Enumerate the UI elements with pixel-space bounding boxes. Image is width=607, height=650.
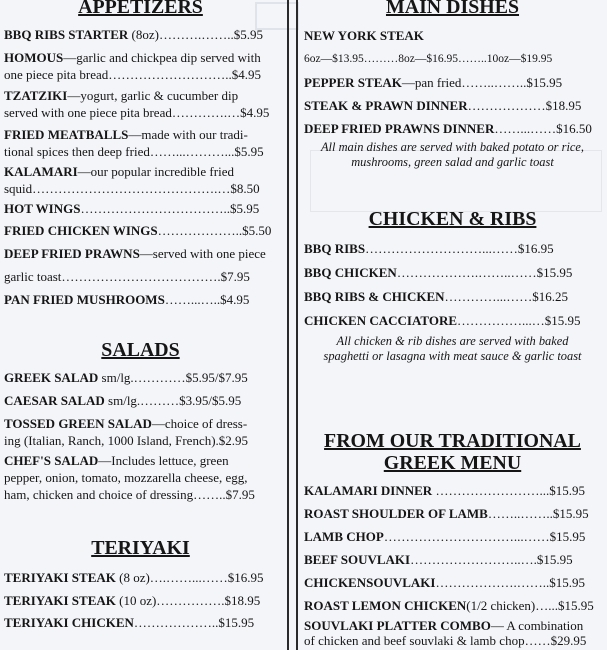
- item-detail-line3: ham, chicken and choice of dressing……..$7.95: [4, 487, 255, 502]
- menu-item-bbq-ribs-chicken: [304, 288, 568, 305]
- item-name: DEEP FRIED PRAWNS DINNER: [304, 121, 495, 136]
- teriyaki-heading: TERIYAKI: [91, 537, 190, 559]
- menu-item-deep-fried-prawns: [4, 245, 266, 262]
- item-name: GREEK SALAD: [4, 370, 99, 385]
- greek-heading-line2: GREEK MENU: [383, 452, 522, 474]
- item-name: DEEP FRIED PRAWNS: [4, 246, 140, 261]
- menu-item-bbq-ribs: [304, 240, 554, 257]
- item-name: TERIYAKI CHICKEN: [4, 615, 134, 630]
- note-line2: spaghetti or lasagna with meat sauce & garlic toast: [323, 349, 582, 363]
- menu-item-homous: [4, 49, 261, 83]
- item-detail: ………………$18.95: [467, 98, 582, 113]
- item-detail: —Includes lettuce, green: [98, 453, 229, 468]
- item-name: ROAST SHOULDER OF LAMB: [304, 506, 488, 521]
- item-name: PAN FRIED MUSHROOMS: [4, 292, 165, 307]
- item-detail: —served with one piece: [139, 246, 266, 261]
- item-name: BBQ CHICKEN: [304, 265, 397, 280]
- item-name: BEEF SOUVLAKI: [304, 552, 411, 567]
- item-detail: ……………….……..……$15.95: [396, 265, 573, 280]
- item-detail: ……………….……..$15.95: [435, 575, 585, 590]
- item-detail-line2: served with one piece pita bread………….…$4.95: [4, 105, 270, 120]
- menu-item-greek-salad: [4, 369, 248, 386]
- item-detail: ……………………..….$15.95: [410, 552, 573, 567]
- item-detail-line2: tional spices then deep fried……...………...$5.95: [4, 144, 264, 159]
- item-detail: —pan fried……..……..$15.95: [401, 75, 563, 90]
- menu-item-bbq-chicken: [304, 264, 572, 281]
- item-detail: (1/2 chicken)…...$15.95: [466, 598, 594, 613]
- menu-item-new-york-steak: [304, 27, 424, 44]
- column-divider-left: [287, 0, 289, 650]
- item-name: FRIED MEATBALLS: [4, 127, 129, 142]
- item-detail: ……...…..$4.95: [164, 292, 250, 307]
- menu-item-pepper-steak: [304, 74, 562, 91]
- menu-item-hot-wings: [4, 200, 259, 217]
- item-detail-line2: one piece pita bread………………………..$4.95: [4, 67, 262, 82]
- item-name: KALAMARI: [4, 164, 78, 179]
- column-divider-right: [296, 0, 298, 650]
- item-detail: (8oz)……….……..$5.95: [128, 27, 263, 42]
- item-name: BBQ RIBS: [304, 241, 366, 256]
- item-detail: — A combination: [490, 618, 584, 633]
- menu-item-fried-chicken-wings: [4, 222, 271, 239]
- greek-heading-line1: FROM OUR TRADITIONAL: [324, 430, 581, 452]
- item-name: TZATZIKI: [4, 88, 68, 103]
- item-detail: —garlic and chickpea dip served with: [63, 50, 261, 65]
- menu-item-roast-shoulder-of-lamb: [304, 505, 589, 522]
- menu-item-fried-meatballs: [4, 126, 264, 160]
- main-dishes-heading: MAIN DISHES: [385, 0, 520, 18]
- item-detail: …………...……$16.25: [444, 289, 568, 304]
- menu-item-new-york-steak-sizes: [304, 51, 552, 68]
- item-name: NEW YORK STEAK: [304, 28, 424, 43]
- menu-item-roast-lemon-chicken: [304, 597, 594, 614]
- item-name: HOT WINGS: [4, 201, 81, 216]
- item-detail: ……………………………..$5.95: [80, 201, 260, 216]
- note-line2: mushrooms, green salad and garlic toast: [351, 155, 554, 169]
- item-detail: sm/lg.…………$5.95/$7.95: [98, 370, 248, 385]
- item-detail-line2: squid…………………………………….…$8.50: [4, 181, 260, 196]
- menu-item-chicken-cacciatore: [304, 312, 581, 329]
- item-name: CHEF'S SALAD: [4, 453, 99, 468]
- menu-item-souvlaki-platter-combo: [304, 618, 586, 648]
- menu-item-garlic-toast-line: [4, 268, 250, 285]
- greek-menu-heading: [300, 430, 605, 474]
- item-detail: ……..……..$15.95: [487, 506, 589, 521]
- item-name: TERIYAKI STEAK: [4, 570, 116, 585]
- item-detail: ……………...…$15.95: [457, 313, 581, 328]
- item-detail: ……………………...$15.95: [432, 483, 585, 498]
- main-dishes-note: [300, 140, 605, 170]
- menu-item-deep-fried-prawns-dinner: [304, 120, 592, 137]
- item-name: TERIYAKI STEAK: [4, 593, 116, 608]
- item-detail: ……...……$16.50: [494, 121, 592, 136]
- item-name: HOMOUS: [4, 50, 64, 65]
- item-detail: —yogurt, garlic & cucumber dip: [67, 88, 239, 103]
- item-detail: 6oz—$13.95………8oz—$16.95……..10oz—$19.95: [304, 53, 553, 65]
- item-name: CHICKEN CACCIATORE: [304, 313, 458, 328]
- item-detail: —our popular incredible fried: [77, 164, 234, 179]
- menu-item-chicken-souvlaki: [304, 574, 585, 591]
- menu-item-kalamari-dinner: [304, 482, 585, 499]
- item-name: FRIED CHICKEN WINGS: [4, 223, 158, 238]
- menu-item-teriyaki-steak-8oz: [4, 569, 264, 586]
- item-detail: ………………..$15.95: [133, 615, 255, 630]
- item-detail: sm/lg.………$3.95/$5.95: [104, 393, 242, 408]
- item-detail: ………………………...……$16.95: [365, 241, 554, 256]
- menu-item-beef-souvlaki: [304, 551, 573, 568]
- item-name: CHICKENSOUVLAKI: [304, 575, 436, 590]
- item-detail: ………………..$5.50: [157, 223, 272, 238]
- item-name: PEPPER STEAK: [304, 75, 402, 90]
- item-name: SOUVLAKI PLATTER COMBO: [304, 618, 491, 633]
- item-detail: garlic toast……………………………….$7.95: [4, 269, 250, 284]
- item-detail-line2: of chicken and beef souvlaki & lamb chop……$29.95: [304, 633, 587, 648]
- item-detail: (10 oz)…………….$18.95: [115, 593, 261, 608]
- item-detail-line2: pepper, onion, tomato, mozzarella cheese, egg,: [4, 470, 248, 485]
- menu-item-tossed-green-salad: [4, 415, 248, 449]
- menu-item-tzatziki: [4, 87, 269, 121]
- menu-item-teriyaki-steak-10oz: [4, 592, 260, 609]
- menu-item-teriyaki-chicken: [4, 614, 254, 631]
- item-detail-line2: ing (Italian, Ranch, 1000 Island, French).$2.95: [4, 433, 249, 448]
- salads-heading: SALADS: [101, 339, 180, 361]
- item-name: BBQ RIBS & CHICKEN: [304, 289, 445, 304]
- item-name: ROAST LEMON CHICKEN: [304, 598, 467, 613]
- item-detail: …………………………...……$15.95: [383, 529, 586, 544]
- item-detail: —choice of dress-: [151, 416, 248, 431]
- menu-item-chefs-salad: [4, 452, 255, 503]
- item-detail: —made with our tradi-: [128, 127, 248, 142]
- chicken-ribs-note: [300, 334, 605, 364]
- item-name: STEAK & PRAWN DINNER: [304, 98, 468, 113]
- note-line1: All main dishes are served with baked potato or rice,: [320, 140, 585, 154]
- menu-item-kalamari: [4, 163, 260, 197]
- appetizers-heading: APPETIZERS: [78, 0, 203, 18]
- item-name: TOSSED GREEN SALAD: [4, 416, 152, 431]
- menu-item-bbq-ribs-starter: [4, 26, 263, 43]
- note-line1: All chicken & rib dishes are served with baked: [336, 334, 569, 348]
- menu-item-lamb-chop: [304, 528, 585, 545]
- item-name: KALAMARI DINNER: [304, 483, 433, 498]
- item-name: LAMB CHOP: [304, 529, 384, 544]
- item-detail: (8 oz)….……...……$16.95: [115, 570, 264, 585]
- item-name: BBQ RIBS STARTER: [4, 27, 129, 42]
- menu-item-caesar-salad: [4, 392, 241, 409]
- menu-item-steak-prawn-dinner: [304, 97, 581, 114]
- chicken-ribs-heading: CHICKEN & RIBS: [368, 208, 537, 230]
- menu-item-pan-fried-mushrooms: [4, 291, 249, 308]
- item-name: CAESAR SALAD: [4, 393, 105, 408]
